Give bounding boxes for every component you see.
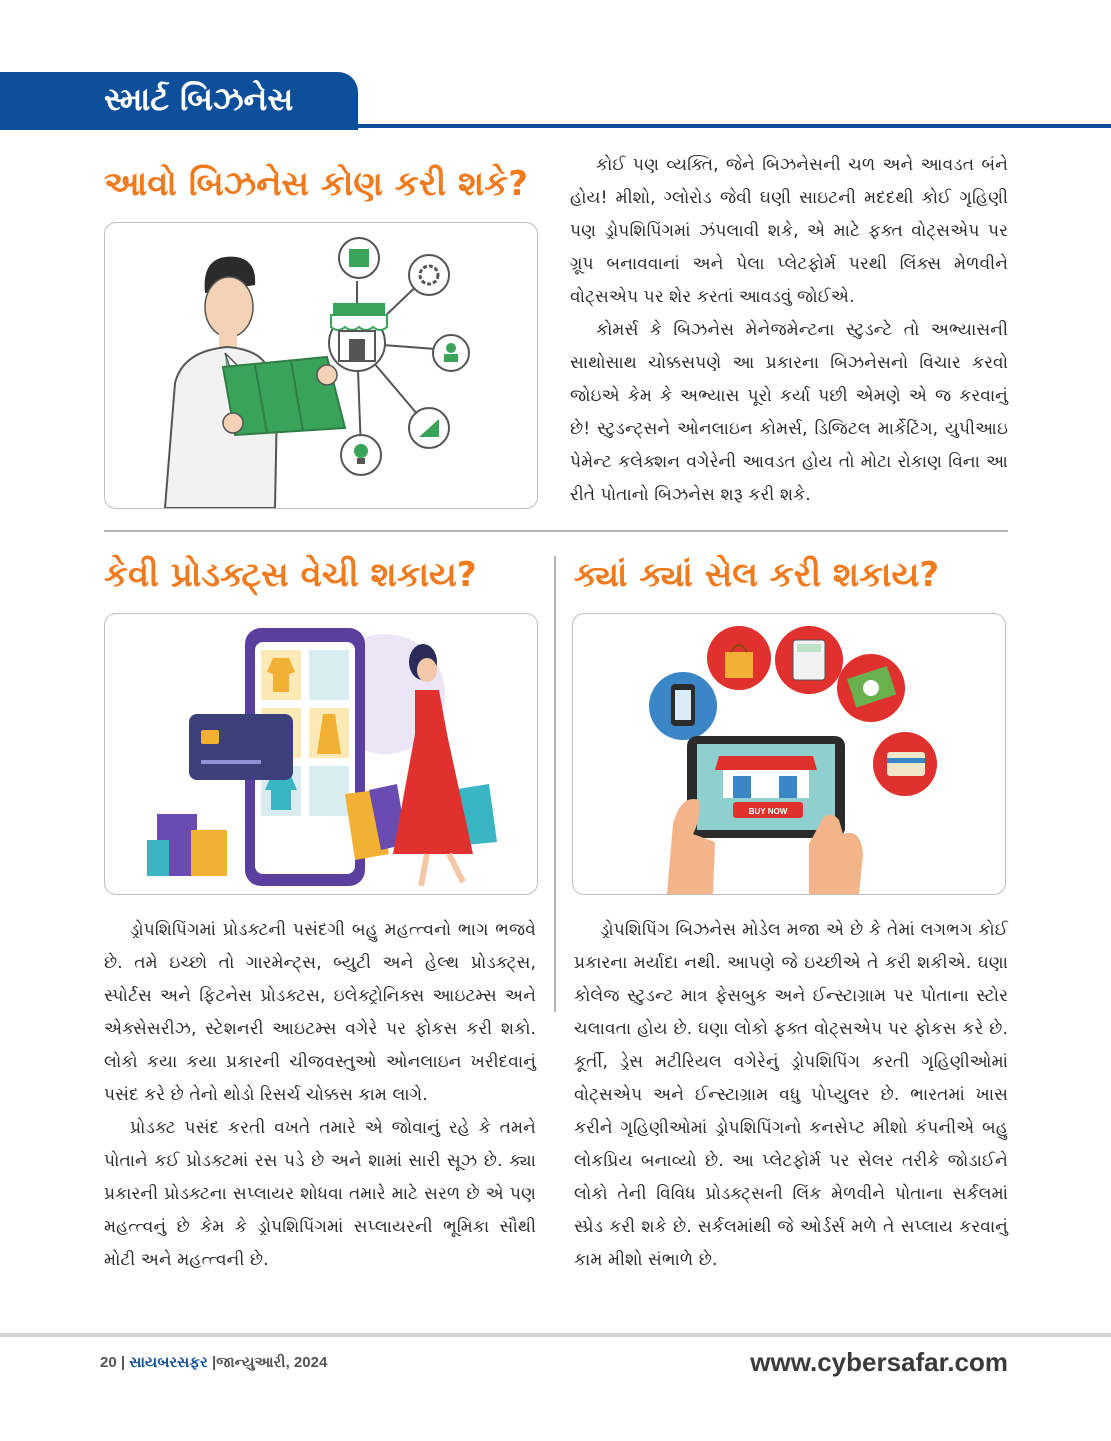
section3-heading: ક્યાં ક્યાં સેલ કરી શકાય?: [574, 555, 940, 595]
page-number: 20: [100, 1354, 117, 1371]
credit-card-icon: [873, 732, 937, 796]
section1-paragraph: કોમર્સ કે બિઝનેસ મેનેજમેન્ટના સ્ટુડન્ટે તો અભ્યાસની સાથોસાથ ચોક્કસપણે આ પ્રકારના બિઝનેસનો વિચાર કરવો જોઇએ કેમ કે અભ્યાસ પૂરો કર્યા પછી એમણે એ જ કરવાનું છે! સ્ટુડન્ટ્સને ઓનલાઇન કોમર્સ, ડિજિટલ માર્કેટિંગ, યુપીઆઇ પેમેન્ટ કલેક્શન વગેરેની આવડત હોય તો મોટા રોકાણ વિના આ રીતે પોતાનો બિઝનેસ શરૂ કરી શકે.: [570, 320, 1008, 505]
gear-icon: [409, 255, 449, 295]
ruler-icon: [409, 408, 449, 448]
smartphone-icon: [649, 672, 717, 740]
section2-body: [104, 914, 536, 1277]
column-divider: [554, 556, 556, 1012]
footer-issue-info: [100, 1354, 327, 1371]
section1-paragraph: કોઈ પણ વ્યક્તિ, જેને બિઝનેસની ચળ અને આવડત બંને હોય! મીશો, ગ્લોરોડ જેવી ઘણી સાઇટની મદદથી કોઈ ગૃહિણી પણ ડ્રોપશિપિંગમાં ઝંપલાવી શકે, એ માટે ફક્ત વોટ્સએપ પર ગ્રૂપ બનાવવાનાં અને પેલા પ્લેટફોર્મ પરથી લિંક્સ મેળવીને વોટ્સએપ પર શેર કરતાં આવડવું જોઈએ.: [570, 155, 1008, 307]
selling-channels-illustration: [572, 613, 1006, 895]
section1-body: [570, 149, 1008, 512]
footer-rule: [0, 1333, 1111, 1337]
section-tab-rule: [0, 124, 1111, 128]
lightbulb-icon: [341, 435, 381, 475]
issue-date: |જાન્યુઆરી, 2024: [211, 1354, 328, 1371]
money-icon: [837, 654, 905, 722]
online-shopping-illustration: [104, 613, 538, 895]
section2-paragraph: ડ્રોપશિપિંગમાં પ્રોડક્ટની પસંદગી બહુ મહત્ત્વનો ભાગ ભજવે છે. તમે ઇચ્છો તો ગારમેન્ટ્સ, બ્યુટી અને હેલ્થ પ્રોડક્ટ્સ, સ્પોર્ટસ અને ફિટનેસ પ્રોડક્ટસ, ઇલેક્ટ્રોનિક્સ આઇટમ્સ અને એક્સેસરીઝ, સ્ટેશનરી આઇટમ્સ વગેરે પર ફોકસ કરી શકો. લોકો કયા કયા પ્રકારની ચીજવસ્તુઓ ઓનલાઇન ખરીદવાનું પસંદ કરે છે તેનો થોડો રિસર્ચ ચોક્કસ કામ લાગે.: [104, 920, 536, 1105]
website-url[interactable]: www.cybersafar.com: [750, 1347, 1008, 1377]
section2-heading: કેવી પ્રોડક્ટ્સ વેચી શકાય?: [104, 555, 477, 595]
man-with-map-illustration: [165, 257, 345, 508]
section2-paragraph: પ્રોડક્ટ પસંદ કરતી વખતે તમારે એ જોવાનું રહે કે તમને પોતાને કઈ પ્રોડક્ટમાં રસ પડે છે અને શામાં સારી સૂઝ છે. ક્યા પ્રકારની પ્રોડક્ટના સપ્લાયર શોધવા તમારે માટે સરળ છે એ પણ મહત્ત્વનું છે કેમ કે ડ્રોપશિપિંગમાં સપ્લાયરની ભૂમિકા સૌથી મોટી અને મહત્ત્વની છે.: [104, 1118, 536, 1270]
section-tab-title: સ્માર્ટ બિઝનેસ: [104, 80, 294, 118]
footer-separator: |: [120, 1354, 126, 1371]
image-icon: [339, 238, 379, 278]
calculator-icon: [775, 626, 843, 694]
section3-body: [574, 914, 1008, 1277]
section1-heading: આવો બિઝનેસ કોણ કરી શકે?: [104, 164, 528, 204]
business-owner-illustration: [104, 222, 538, 509]
buy-now-button: BUY NOW: [748, 807, 788, 816]
store-icon: [329, 303, 387, 371]
shopping-bag-icon: [707, 626, 771, 690]
person-icon: [433, 335, 469, 371]
credit-card-icon: [189, 714, 293, 780]
magazine-name: સાયબરસફર: [129, 1354, 208, 1371]
section-divider: [104, 530, 1008, 532]
section3-paragraph: ડ્રોપશિપિંગ બિઝનેસ મોડેલ મજા એ છે કે તેમાં લગભગ કોઈ પ્રકારના મર્યાદા નથી. આપણે જે ઇચ્છીએ તે કરી શકીએ. ઘણા કોલેજ સ્ટુડન્ટ માત્ર ફેસબુક અને ઈન્સ્ટાગ્રામ પર પોતાના સ્ટોર ચલાવતા હોય છે. ઘણા લોકો ફક્ત વોટ્સએપ પર ફોકસ કરે છે. કૂર્તી, ડ્રેસ મટીરિયલ વગેરેનું ડ્રોપશિપિંગ કરતી ગૃહિણીઓમાં વોટ્સએપ અને ઈન્સ્ટાગ્રામ વધુ પોપ્યુલર છે. ભારતમાં ખાસ કરીને ગૃહિણીઓમાં ડ્રોપશિપિંગનો કનસેપ્ટ મીશો કંપનીએ બહુ લોકપ્રિય બનાવ્યો છે. આ પ્લેટફોર્મ પર સેલર તરીકે જોડાઈને લોકો તેની વિવિધ પ્રોડક્ટ્સની લિંક મેળવીને પોતાના સર્કલમાં સ્પ્રેડ કરી શકે છે. સર્કલમાંથી જે ઓર્ડર્સ મળે તે સપ્લાય કરવાનું કામ મીશો સંભાળે છે.: [574, 920, 1008, 1270]
